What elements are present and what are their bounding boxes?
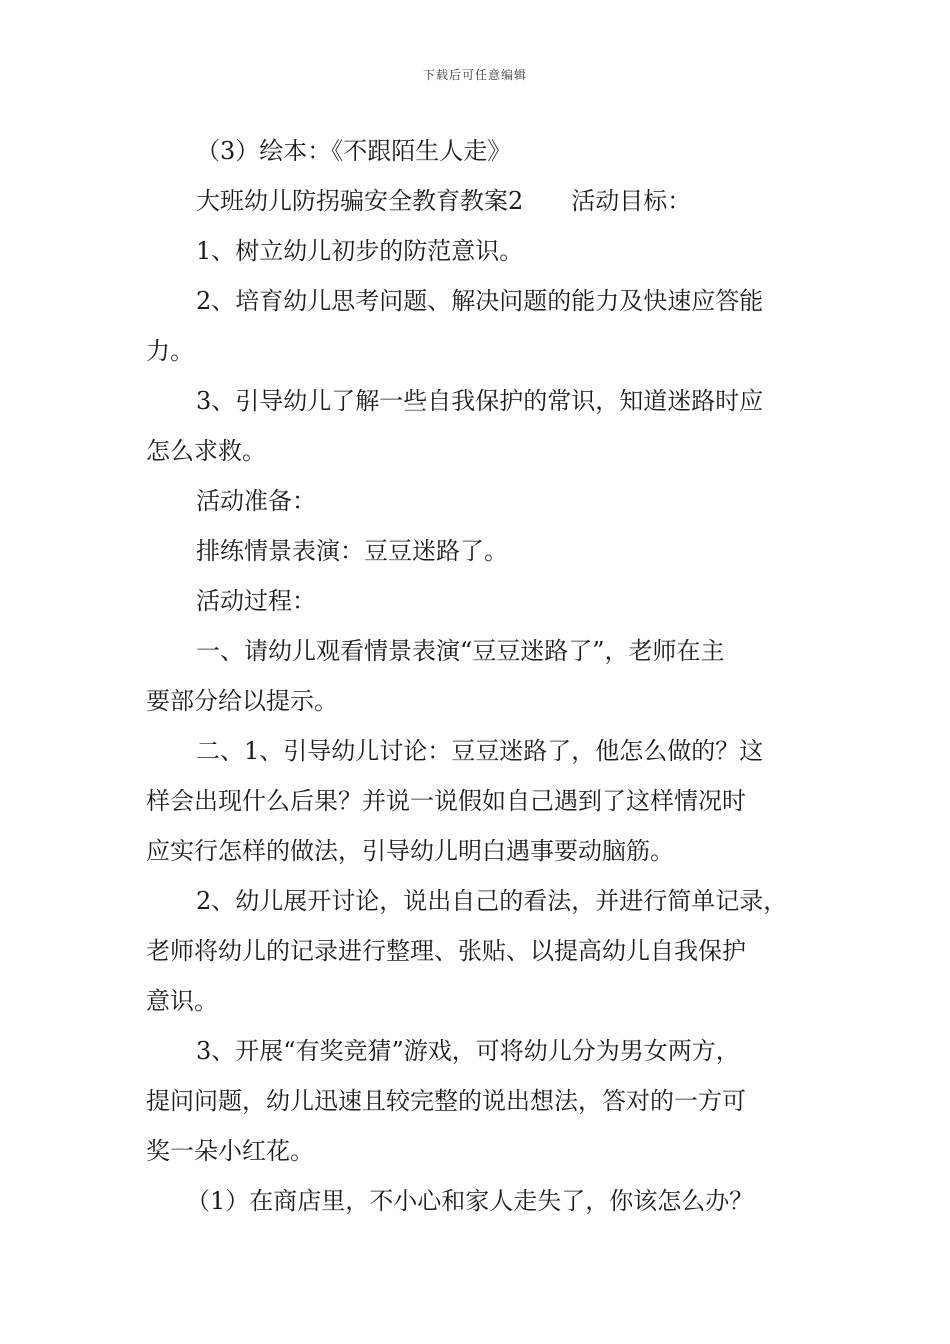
line-2 (146, 176, 826, 226)
line-1: （3）绘本：《不跟陌生人走》 (196, 137, 512, 165)
line-6: 3、引导幼儿了解一些自我保护的常识，知道迷路时应 (196, 387, 764, 415)
line-10: 活动过程： (196, 587, 316, 615)
line-22: （1）在商店里，不小心和家人走失了，你该怎么办？ (186, 1187, 754, 1215)
line-13: 二、1、引导幼儿讨论：豆豆迷路了，他怎么做的？这 (196, 737, 764, 765)
line-4: 2、培育幼儿思考问题、解决问题的能力及快速应答能 (196, 287, 764, 315)
line-17: 老师将幼儿的记录进行整理、张贴、以提高幼儿自我保护 (146, 937, 746, 965)
line-15: 应实行怎样的做法，引导幼儿明白遇事要动脑筋。 (146, 837, 674, 865)
line-7: 怎么求救。 (146, 437, 266, 465)
line-21: 奖一朵小红花。 (146, 1137, 314, 1165)
activity-goals-label: 活动目标： (571, 187, 692, 215)
line-19: 3、开展“有奖竞猜”游戏，可将幼儿分为男女两方， (196, 1037, 740, 1065)
line-12: 要部分给以提示。 (146, 687, 338, 715)
line-14: 样会出现什么后果？并说一说假如自己遇到了这样情况时 (146, 787, 746, 815)
line-5: 力。 (146, 337, 194, 365)
document-body (146, 126, 826, 1226)
line-8: 活动准备： (196, 487, 316, 515)
line-11: 一、请幼儿观看情景表演“豆豆迷路了”，老师在主 (196, 637, 725, 665)
line-20: 提问问题，幼儿迅速且较完整的说出想法，答对的一方可 (146, 1087, 746, 1115)
line-16: 2、幼儿展开讨论，说出自己的看法，并进行简单记录， (196, 887, 788, 915)
line-3: 1、树立幼儿初步的防范意识。 (196, 237, 524, 265)
line-18: 意识。 (146, 987, 218, 1015)
lesson-plan-title: 大班幼儿防拐骗安全教育教案2 (196, 187, 524, 215)
page-header: 下载后可任意编辑 (422, 68, 527, 82)
line-9: 排练情景表演：豆豆迷路了。 (196, 537, 508, 565)
